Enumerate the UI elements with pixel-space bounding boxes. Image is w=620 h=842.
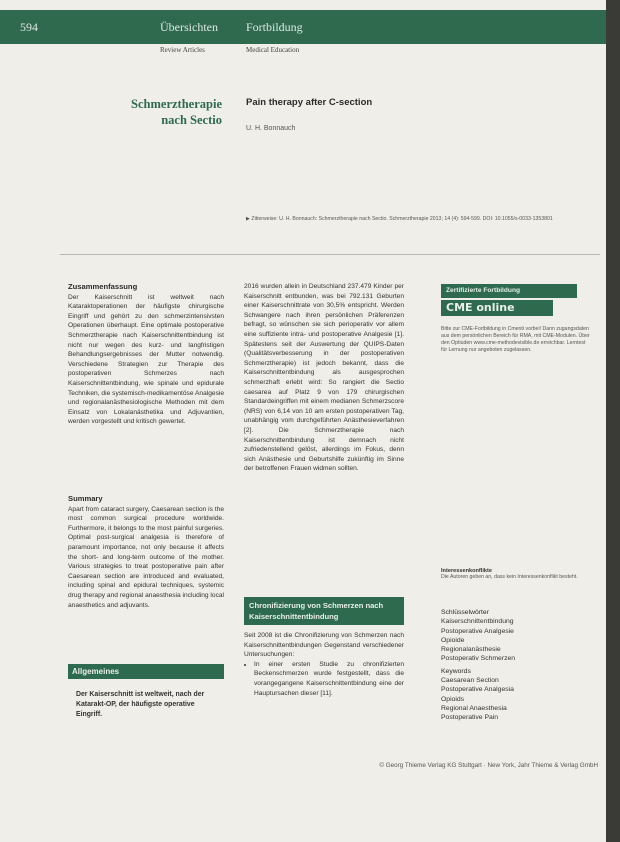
- abstract-en-heading: Summary: [68, 494, 103, 503]
- keywords-box: [441, 608, 591, 723]
- keyword-en-1: Postoperative Analgesia: [441, 686, 514, 694]
- chronifizierung-list: [244, 660, 404, 698]
- allgemeines-heading: Allgemeines: [68, 664, 224, 679]
- keyword-en-3: Regional Anaesthesia: [441, 704, 507, 712]
- interessen-text: Die Autoren geben an, dass kein Interessenkonflikt besteht.: [441, 574, 578, 580]
- keywords-en-heading: Keywords: [441, 667, 471, 675]
- keyword-en-0: Caesarean Section: [441, 677, 499, 685]
- keywords-de-heading: Schlüsselwörter: [441, 609, 489, 616]
- cme-text: Bitte zur CME-Fortbildung in Cmenti vorbei! Dann zugangsdaten aus dem persönlichen Bereich für RMA, mit CME-Modulen. Über den Optiuden www.cme-methodevisible.de erreichbar. Lerntest für Lernung nur angeboten zugelassen.: [441, 326, 590, 353]
- abstract-en: [68, 494, 224, 610]
- cme-title[interactable]: CME online: [441, 300, 553, 316]
- keyword-en-4: Postoperative Pain: [441, 714, 499, 722]
- article-title-en: Pain therapy after C-section: [246, 97, 373, 108]
- abstract-de: [68, 282, 224, 427]
- keyword-de-0: Kaiserschnittentbindung: [441, 618, 514, 626]
- interessenkonflikte: [441, 568, 591, 581]
- keyword-en-2: Opioids: [441, 695, 465, 703]
- abstract-en-text: Apart from cataract surgery, Caesarean section is the most common surgical procedure worldwide. Furthermore, it belongs to the most painful surgeries. Optimal post-surgical analgesia is therefore of paramount importance, not only because it affects the short- and long-term outcome of the mother. Various strategies to treat postoperative pain after Caesarean section are introduced and evaluated, including spinal and epidural techniques, systemic drug therapy and regional anaesthesia including local anaesthetics and adjuvants.: [68, 505, 224, 609]
- keyword-de-4: Postoperativ Schmerzen: [441, 655, 516, 663]
- keyword-de-2: Opioide: [441, 636, 465, 644]
- journal-header-bar: [0, 10, 606, 44]
- keyword-de-1: Postoperative Analgesie: [441, 627, 514, 635]
- chronifizierung-text: Seit 2008 ist die Chronifizierung von Schmerzen nach Kaiserschnittentbindungen Gegenstand verschiedener Untersuchungen:: [244, 632, 404, 659]
- chronifizierung-heading: Chronifizierung von Schmerzen nach Kaiserschnittentbindung: [244, 597, 404, 625]
- copyright-footer: © Georg Thieme Verlag KG Stuttgart · New York, Jahr Thieme & Verlag GmbH: [379, 762, 598, 769]
- separator-rule: [60, 254, 600, 255]
- cme-label: Zertifizierte Fortbildung: [441, 284, 577, 298]
- allgemeines-highlight: Der Kaiserschnitt ist weltweit, nach der Katarakt-OP, der häufigste operative Eingriff.: [76, 691, 205, 718]
- author-line: U. H. Bonnauch: [246, 125, 296, 132]
- list-item: • In einer ersten Studie zu chronifizierten Beckenschmerzen wurde festgestellt, dass die vorangegangene Kaiserschnittentbindung eine der Hauptursachen dieser [11].: [254, 660, 404, 698]
- interessen-heading: Interessenkonflikte: [441, 568, 492, 574]
- sub-right-label: Medical Education: [246, 46, 300, 54]
- section-label: Übersichten: [160, 20, 218, 34]
- category-label: Fortbildung: [246, 20, 303, 34]
- page-number: 594: [20, 20, 38, 34]
- body-text-intro: 2016 wurden allein in Deutschland 237.479 Kinder per Kaiserschnitt entbunden, was bei 792.131 Geburten einer Kaiserschnittrate von 30,5% entspricht. Werden Schwangere nach ihren persönlichen Präferenzen befragt, so wünschen sie sich perioperativ vor allem eine suffiziente intra- und postoperative Analgesie [1]. Spätestens seit der Auswertung der QUIPS-Daten (Qualitätsverbesserung in der postoperativen Schmerztherapie) ist jedoch bekannt, dass die Kaiserschnittentbindung als ausgesprochen schmerzhaft erlebt wird: So rangiert die Sectio caesarea auf Platz 9 von 179 chirurgischen Standardeingriffen mit einem medianen Schmerzscore (NRS) von 6,14 von 10 am ersten postoperativen Tag, unabhängig vom durchgeführten Anästhesieverfahren [2]. Die Schmerztherapie nach Kaiserschnittentbindung ist demnach nicht zufriedenstellend gelöst, allerdings im Fokus, denn sich Anästhesie und Geburtshilfe zukünftig im Sinne der betroffenen Frauen widmen sollten.: [244, 283, 404, 473]
- citation-note: ▶ Zitierweise: U. H. Bonnauch: Schmerztherapie nach Sectio. Schmerztherapie 2013; 14 (4): 594-599. DOI: 10.1055/s-0033-1353801: [246, 216, 553, 222]
- chronifizierung-body: [244, 631, 404, 698]
- abstract-de-heading: Zusammenfassung: [68, 282, 138, 291]
- abstract-de-text: Der Kaiserschnitt ist weltweit nach Kataraktoperationen der häufigste chirurgische Eingriff und gehört zu den schmerzintensivsten Operationen überhaupt. Eine optimale postoperative Schmerztherapie nach Kaiserschnittentbindung ist nicht nur wegen des kurz- und langfristigen Behandlungsergebnisses der Mutter notwendig. Verschiedene Strategien zur Therapie des postoperativen Schmerzes nach Kaiserschnittentbindung, wie spinale und epidurale Techniken, die systemisch-medikamentöse Analgesie und regionalanästhesiologische Methoden mit dem Einsatz von Lokalanästhetika und Adjuvantien, werden vorgestellt und kritisch gewertet.: [68, 293, 224, 426]
- keyword-de-3: Regionalanästhesie: [441, 646, 501, 654]
- sub-left-label: Review Articles: [160, 46, 205, 54]
- article-title-de: Schmerztherapie nach Sectio: [131, 97, 222, 127]
